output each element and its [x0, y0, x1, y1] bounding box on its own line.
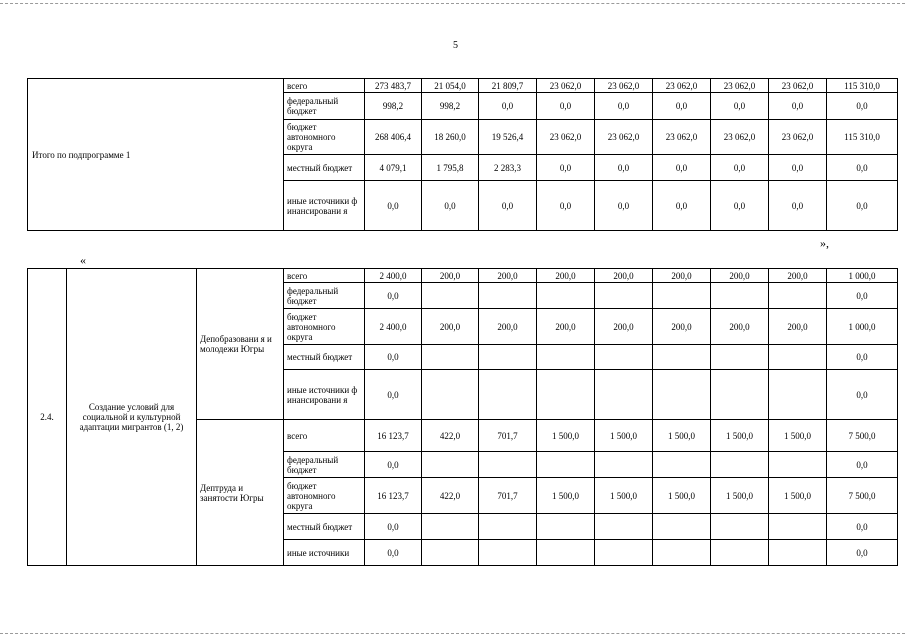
cell-value	[537, 345, 595, 370]
cell-value	[595, 514, 653, 540]
scan-edge-bottom	[0, 633, 905, 634]
cell-value: 422,0	[422, 420, 479, 452]
row-label: бюджет автономного округа	[284, 120, 365, 155]
cell-value	[769, 370, 827, 420]
cell-value: 200,0	[653, 309, 711, 345]
cell-value: 2 283,3	[479, 155, 537, 181]
cell-value: 23 062,0	[711, 120, 769, 155]
cell-value: 200,0	[711, 269, 769, 283]
cell-value: 1 500,0	[595, 478, 653, 514]
cell-value: 0,0	[479, 181, 537, 231]
cell-value: 200,0	[769, 269, 827, 283]
cell-value: 0,0	[827, 452, 898, 478]
cell-value: 23 062,0	[595, 120, 653, 155]
subprogram-total-title: Итого по подпрограмме 1	[28, 79, 284, 231]
row-label: иные источники финансировани я	[284, 370, 365, 420]
cell-value: 1 500,0	[537, 478, 595, 514]
cell-total: 0,0	[365, 283, 422, 309]
cell-value: 1 500,0	[653, 420, 711, 452]
cell-total: 16 123,7	[365, 420, 422, 452]
cell-value: 0,0	[769, 181, 827, 231]
cell-value: 23 062,0	[595, 79, 653, 93]
cell-value: 23 062,0	[537, 79, 595, 93]
cell-value: 200,0	[479, 309, 537, 345]
cell-value: 7 500,0	[827, 478, 898, 514]
cell-value	[653, 540, 711, 566]
cell-value	[769, 514, 827, 540]
cell-value: 1 500,0	[595, 420, 653, 452]
cell-total: 0,0	[365, 370, 422, 420]
cell-value: 0,0	[769, 93, 827, 120]
cell-value: 701,7	[479, 478, 537, 514]
cell-value	[595, 370, 653, 420]
cell-value: 23 062,0	[711, 79, 769, 93]
cell-value: 200,0	[711, 309, 769, 345]
row-label: бюджет автономного округа	[284, 478, 365, 514]
cell-value: 1 000,0	[827, 309, 898, 345]
row-label: иные источники финансировани я	[284, 181, 365, 231]
row-label: всего	[284, 79, 365, 93]
cell-value: 0,0	[827, 370, 898, 420]
opening-quote: «	[80, 253, 86, 267]
cell-value	[653, 283, 711, 309]
cell-value: 701,7	[479, 420, 537, 452]
cell-total: 0,0	[365, 345, 422, 370]
cell-value	[422, 452, 479, 478]
cell-value: 0,0	[595, 155, 653, 181]
subprogram-total-table	[27, 78, 898, 231]
cell-value: 0,0	[537, 181, 595, 231]
cell-value: 1 000,0	[827, 269, 898, 283]
cell-value	[422, 283, 479, 309]
cell-value: 18 260,0	[422, 120, 479, 155]
row-label: федеральный бюджет	[284, 93, 365, 120]
cell-value: 0,0	[537, 93, 595, 120]
cell-value: 1 500,0	[769, 420, 827, 452]
table-row	[28, 79, 898, 93]
cell-value: 0,0	[827, 540, 898, 566]
cell-value	[653, 452, 711, 478]
cell-value: 0,0	[653, 93, 711, 120]
row-label: всего	[284, 420, 365, 452]
cell-value	[653, 514, 711, 540]
cell-value: 200,0	[769, 309, 827, 345]
cell-value: 0,0	[827, 181, 898, 231]
cell-value: 23 062,0	[653, 120, 711, 155]
page-number: 5	[453, 40, 458, 51]
cell-value: 7 500,0	[827, 420, 898, 452]
scan-edge-top	[0, 3, 905, 4]
cell-value: 998,2	[422, 93, 479, 120]
activity-number: 2.4.	[28, 269, 67, 566]
row-label: федеральный бюджет	[284, 452, 365, 478]
cell-value	[653, 345, 711, 370]
cell-value	[769, 345, 827, 370]
cell-value: 0,0	[827, 514, 898, 540]
executor-name: Дептруда и занятости Югры	[197, 420, 284, 566]
cell-value: 21 054,0	[422, 79, 479, 93]
cell-value	[595, 452, 653, 478]
cell-total: 2 400,0	[365, 309, 422, 345]
cell-value: 0,0	[422, 181, 479, 231]
cell-value: 23 062,0	[769, 120, 827, 155]
cell-value: 200,0	[595, 309, 653, 345]
cell-value: 19 526,4	[479, 120, 537, 155]
cell-value: 0,0	[827, 155, 898, 181]
cell-value	[479, 540, 537, 566]
closing-quote: »,	[820, 236, 829, 250]
cell-total: 16 123,7	[365, 478, 422, 514]
cell-value: 0,0	[827, 93, 898, 120]
cell-value	[711, 540, 769, 566]
cell-value: 422,0	[422, 478, 479, 514]
row-label: местный бюджет	[284, 155, 365, 181]
cell-value	[479, 345, 537, 370]
cell-value	[422, 370, 479, 420]
cell-total: 2 400,0	[365, 269, 422, 283]
cell-value	[479, 370, 537, 420]
cell-value: 115 310,0	[827, 79, 898, 93]
cell-value: 200,0	[595, 269, 653, 283]
cell-value: 200,0	[479, 269, 537, 283]
cell-value: 200,0	[537, 309, 595, 345]
cell-value: 1 500,0	[537, 420, 595, 452]
cell-value	[422, 540, 479, 566]
cell-value	[769, 540, 827, 566]
cell-value: 200,0	[537, 269, 595, 283]
executor-name: Депобразовани я и молодежи Югры	[197, 269, 284, 420]
activity-table	[27, 268, 898, 566]
cell-value	[595, 283, 653, 309]
cell-value: 23 062,0	[653, 79, 711, 93]
cell-value	[479, 514, 537, 540]
cell-value	[537, 514, 595, 540]
cell-value: 0,0	[537, 155, 595, 181]
cell-value: 1 500,0	[653, 478, 711, 514]
cell-value: 0,0	[595, 181, 653, 231]
row-label: местный бюджет	[284, 345, 365, 370]
cell-total: 0,0	[365, 181, 422, 231]
cell-value: 200,0	[653, 269, 711, 283]
cell-total: 0,0	[365, 540, 422, 566]
row-label: местный бюджет	[284, 514, 365, 540]
table-row	[28, 269, 898, 283]
cell-value: 1 500,0	[711, 478, 769, 514]
cell-value: 1 500,0	[711, 420, 769, 452]
cell-value: 0,0	[711, 181, 769, 231]
cell-value	[595, 540, 653, 566]
cell-value: 0,0	[595, 93, 653, 120]
cell-value: 0,0	[827, 345, 898, 370]
cell-value	[595, 345, 653, 370]
cell-value	[711, 345, 769, 370]
cell-value	[711, 514, 769, 540]
cell-value: 0,0	[479, 93, 537, 120]
cell-total: 998,2	[365, 93, 422, 120]
cell-value: 0,0	[827, 283, 898, 309]
cell-value	[711, 452, 769, 478]
cell-value: 0,0	[711, 93, 769, 120]
cell-value	[479, 283, 537, 309]
cell-value	[537, 540, 595, 566]
cell-value	[653, 370, 711, 420]
cell-value	[769, 283, 827, 309]
cell-value: 21 809,7	[479, 79, 537, 93]
cell-value: 200,0	[422, 309, 479, 345]
cell-value: 1 500,0	[769, 478, 827, 514]
row-label: федеральный бюджет	[284, 283, 365, 309]
row-label: иные источники	[284, 540, 365, 566]
cell-total: 4 079,1	[365, 155, 422, 181]
row-label: всего	[284, 269, 365, 283]
cell-total: 0,0	[365, 514, 422, 540]
cell-value: 23 062,0	[769, 79, 827, 93]
cell-total: 273 483,7	[365, 79, 422, 93]
cell-value	[711, 283, 769, 309]
activity-title: Создание условий для социальной и культурной адаптации мигрантов (1, 2)	[67, 269, 197, 566]
cell-value: 23 062,0	[537, 120, 595, 155]
cell-value	[479, 452, 537, 478]
cell-value	[537, 283, 595, 309]
cell-value: 200,0	[422, 269, 479, 283]
cell-value: 0,0	[711, 155, 769, 181]
cell-value: 0,0	[653, 155, 711, 181]
cell-value: 0,0	[769, 155, 827, 181]
cell-total: 0,0	[365, 452, 422, 478]
cell-total: 268 406,4	[365, 120, 422, 155]
cell-value	[422, 345, 479, 370]
cell-value	[537, 452, 595, 478]
cell-value: 115 310,0	[827, 120, 898, 155]
cell-value	[711, 370, 769, 420]
row-label: бюджет автономного округа	[284, 309, 365, 345]
cell-value	[537, 370, 595, 420]
cell-value	[769, 452, 827, 478]
cell-value: 0,0	[653, 181, 711, 231]
cell-value: 1 795,8	[422, 155, 479, 181]
cell-value	[422, 514, 479, 540]
